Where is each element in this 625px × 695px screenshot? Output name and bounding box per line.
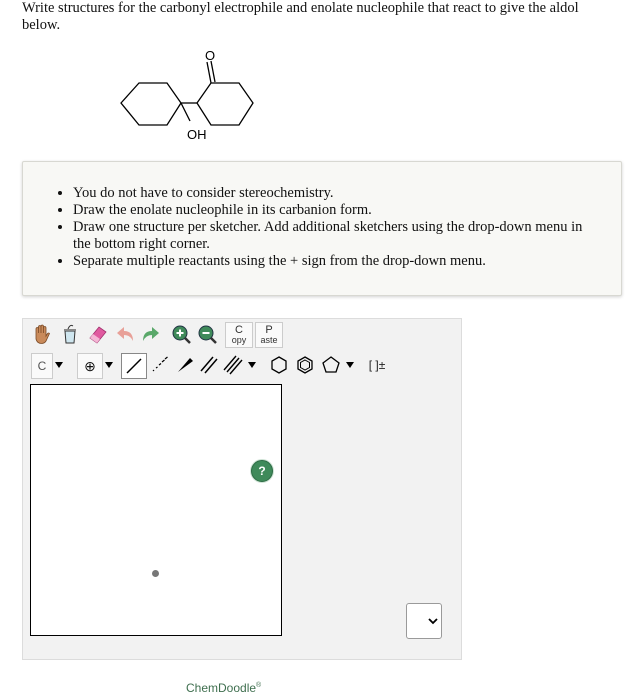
brand-mark: ®: [256, 682, 262, 689]
element-label: C: [37, 359, 47, 373]
hand-tool-button[interactable]: [29, 321, 55, 347]
carbonyl-double-bond: [207, 62, 211, 83]
cyclohexane-icon: [269, 355, 289, 375]
left-cyclohexane-ring: [121, 83, 181, 125]
undo-button[interactable]: [113, 321, 139, 347]
caret-down-icon: [248, 362, 256, 368]
help-button[interactable]: [251, 460, 273, 482]
instruction-item: • You do not have to consider stereochemistry.: [73, 185, 603, 202]
zoom-in-icon: [170, 323, 192, 345]
zoom-out-icon: [196, 323, 218, 345]
canvas-center-dot: [152, 570, 159, 577]
bracket-charge-button[interactable]: [363, 353, 391, 377]
paste-button[interactable]: [255, 322, 283, 348]
right-cyclohexane-ring: [197, 83, 253, 125]
eraser-button[interactable]: [85, 321, 111, 347]
triple-bond-icon: [223, 355, 243, 375]
single-bond-button[interactable]: [121, 353, 147, 379]
instruction-item: • Draw the enolate nucleophile in its carbanion form.: [73, 202, 603, 219]
copy-letter: C: [235, 324, 243, 336]
bracket-icon: [ ]±: [368, 358, 386, 372]
hand-icon: [31, 323, 53, 345]
bold-wedge-button[interactable]: [173, 353, 197, 377]
chemdoodle-sketcher: [22, 318, 462, 695]
charge-dropdown-arrow[interactable]: [102, 353, 116, 377]
chemdoodle-brand: [186, 681, 261, 695]
clear-canvas-icon: [59, 323, 81, 345]
zoom-out-button[interactable]: [195, 321, 219, 347]
carbonyl-oxygen-label: O: [205, 48, 216, 63]
help-icon: ?: [258, 464, 266, 478]
caret-down-icon: [346, 362, 354, 368]
bold-wedge-icon: [175, 355, 195, 375]
cyclopentane-icon: [321, 355, 341, 375]
hydroxyl-label: OH: [187, 127, 207, 142]
element-dropdown-arrow[interactable]: [52, 353, 66, 377]
question-text: Write structures for the carbonyl electrophile and enolate nucleophile that react to give the aldol below.: [22, 0, 579, 33]
instruction-item: • Separate multiple reactants using the + sign from the drop-down menu.: [73, 253, 603, 270]
eraser-icon: [87, 323, 109, 345]
zoom-in-button[interactable]: [169, 321, 193, 347]
add-sketcher-dropdown[interactable]: [406, 603, 442, 639]
double-bond-button[interactable]: [197, 353, 221, 377]
redo-button[interactable]: [137, 321, 163, 347]
hashed-wedge-icon: [149, 355, 169, 375]
paste-label: [260, 325, 277, 345]
copy-label: [232, 325, 247, 345]
hydroxyl-bond: [181, 103, 190, 121]
instruction-item: • Draw one structure per sketcher. Add additional sketchers using the drop-down menu in the bottom right corner.: [73, 219, 603, 253]
copy-button[interactable]: [225, 322, 253, 348]
benzene-button[interactable]: [293, 353, 317, 377]
paste-letter: P: [265, 324, 273, 336]
bond-dropdown-arrow[interactable]: [245, 353, 259, 377]
lasso-clear-button[interactable]: [57, 321, 83, 347]
caret-down-icon: [105, 362, 113, 368]
paste-rest: aste: [260, 335, 278, 345]
undo-icon: [115, 323, 137, 345]
double-bond-icon: [199, 355, 219, 375]
charge-icon: ⊕: [84, 357, 96, 374]
drawing-canvas[interactable]: [30, 384, 282, 695]
brand-name: ChemDoodle: [186, 681, 257, 695]
cyclopentane-button[interactable]: [319, 353, 343, 377]
caret-down-icon: [55, 362, 63, 368]
redo-icon: [139, 323, 161, 345]
ring-dropdown-arrow[interactable]: [343, 353, 357, 377]
carbonyl-double-bond-2: [211, 61, 215, 82]
instructions-box: [22, 161, 622, 296]
copy-rest: opy: [231, 335, 247, 345]
hashed-wedge-button[interactable]: [147, 353, 171, 377]
cyclohexane-button[interactable]: [267, 353, 291, 377]
charge-button[interactable]: [77, 353, 103, 379]
aldol-product-structure: [110, 45, 280, 145]
single-bond-icon: [124, 356, 144, 376]
triple-bond-button[interactable]: [221, 353, 245, 377]
element-carbon-button[interactable]: [31, 353, 53, 379]
benzene-icon: [295, 355, 315, 375]
chevron-down-icon: [407, 604, 441, 638]
